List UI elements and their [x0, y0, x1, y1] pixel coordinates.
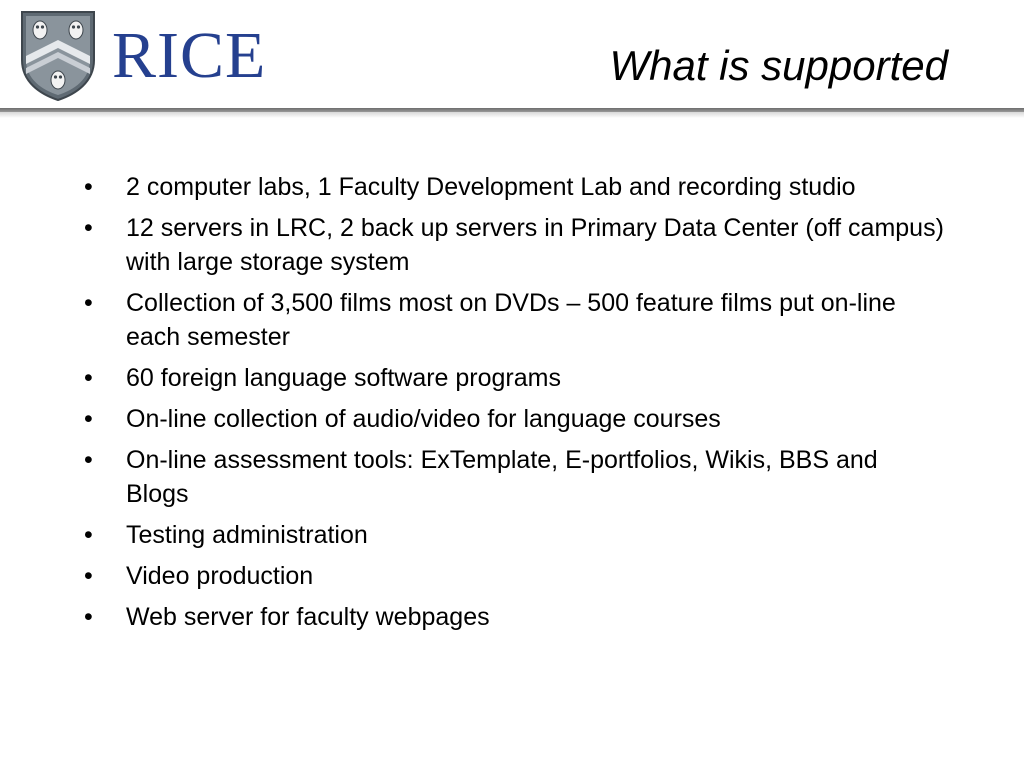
slide-title: What is supported [609, 42, 948, 89]
bullet-glyph: • [84, 289, 93, 317]
bullet-glyph: • [84, 214, 93, 242]
bullet-item [84, 518, 944, 552]
bullet-text: Video production [126, 562, 314, 590]
bullet-glyph: • [84, 446, 93, 474]
bullet-item [84, 559, 944, 593]
slide-header [0, 0, 1024, 108]
bullet-text: 2 computer labs, 1 Faculty Development Lab and recording studio [126, 173, 856, 201]
bullet-text: 12 servers in LRC, 2 back up servers in Primary Data Center (off campus) with large storage system [126, 214, 944, 276]
bullet-text: On-line collection of audio/video for language courses [126, 405, 721, 433]
rice-shield-icon [20, 10, 96, 102]
bullet-item [84, 402, 944, 436]
bullet-glyph: • [84, 521, 93, 549]
bullet-text: 60 foreign language software programs [126, 364, 561, 392]
bullet-item [84, 211, 944, 279]
bullet-glyph: • [84, 364, 93, 392]
bullet-item [84, 443, 944, 511]
bullet-item [84, 361, 944, 395]
bullet-item [84, 170, 944, 204]
bullet-text: Collection of 3,500 films most on DVDs – 500 feature films put on-line each semester [126, 289, 896, 351]
logo-wordmark: RICE [112, 19, 267, 92]
bullet-text: Testing administration [126, 521, 368, 549]
bullet-glyph: • [84, 173, 93, 201]
bullet-item [84, 286, 944, 354]
bullet-list [84, 170, 944, 641]
bullet-text: Web server for faculty webpages [126, 603, 490, 631]
bullet-item [84, 600, 944, 634]
bullet-glyph: • [84, 603, 93, 631]
bullet-text: On-line assessment tools: ExTemplate, E-portfolios, Wikis, BBS and Blogs [126, 446, 878, 508]
bullet-glyph: • [84, 562, 93, 590]
bullet-glyph: • [84, 405, 93, 433]
header-divider-shadow [0, 112, 1024, 118]
rice-logo [20, 10, 270, 102]
